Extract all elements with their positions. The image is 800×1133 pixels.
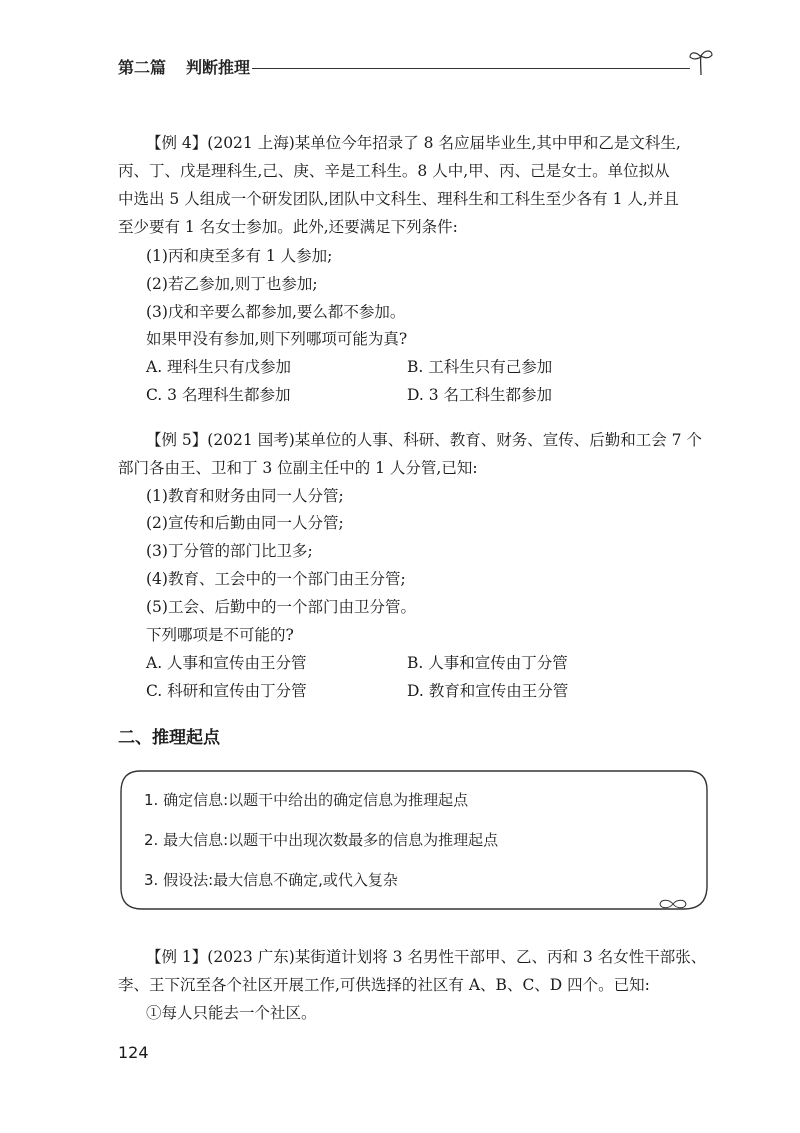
example4-intro-line: 丙、丁、戊是理科生,己、庚、辛是工科生。8 人中,甲、丙、己是女士。单位拟从 bbox=[118, 162, 670, 180]
leaf-ornament-icon bbox=[658, 898, 688, 910]
header-rule bbox=[252, 68, 690, 69]
example4-question: 如果甲没有参加,则下列哪项可能为真? bbox=[146, 330, 408, 348]
example5-option-b: B. 人事和宣传由丁分管 bbox=[407, 654, 568, 672]
example5-condition: (3)丁分管的部门比卫多; bbox=[146, 542, 313, 560]
example5-condition: (4)教育、工会中的一个部门由王分管; bbox=[146, 570, 406, 588]
example5-intro-line: 【例 5】(2021 国考)某单位的人事、科研、教育、财务、宣传、后勤和工会 7 个 bbox=[146, 431, 702, 449]
example5-option-c: C. 科研和宣传由丁分管 bbox=[146, 682, 307, 700]
summary-item: 2. 最大信息:以题干中出现次数最多的信息为推理起点 bbox=[144, 831, 499, 849]
example4-intro-line: 至少要有 1 名女士参加。此外,还要满足下列条件: bbox=[118, 218, 458, 236]
example5-question: 下列哪项是不可能的? bbox=[146, 626, 294, 644]
example5-option-d: D. 教育和宣传由王分管 bbox=[407, 682, 569, 700]
example5-intro-line: 部门各由王、卫和丁 3 位副主任中的 1 人分管,已知: bbox=[118, 459, 478, 477]
header-part-label: 第二篇 bbox=[118, 58, 167, 77]
page-number: 124 bbox=[118, 1043, 149, 1062]
summary-item: 3. 假设法:最大信息不确定,或代入复杂 bbox=[144, 871, 398, 889]
example4-condition: (2)若乙参加,则丁也参加; bbox=[146, 275, 318, 293]
example1-condition: ①每人只能去一个社区。 bbox=[146, 1004, 317, 1022]
example4-intro-line: 中选出 5 人组成一个研发团队,团队中文科生、理科生和工科生至少各有 1 人,并且 bbox=[118, 190, 679, 208]
example4-option-a: A. 理科生只有戊参加 bbox=[146, 358, 292, 376]
summary-box bbox=[118, 768, 710, 912]
example4-option-c: C. 3 名理科生都参加 bbox=[146, 386, 291, 404]
section-heading: 二、推理起点 bbox=[118, 728, 220, 748]
example4-intro-line: 【例 4】(2021 上海)某单位今年招录了 8 名应届毕业生,其中甲和乙是文科生, bbox=[146, 134, 681, 152]
example4-option-d: D. 3 名工科生都参加 bbox=[407, 386, 553, 404]
example1-intro-line: 李、王下沉至各个社区开展工作,可供选择的社区有 A、B、C、D 四个。已知: bbox=[118, 976, 650, 994]
example5-option-a: A. 人事和宣传由王分管 bbox=[146, 654, 307, 672]
example5-condition: (2)宣传和后勤由同一人分管; bbox=[146, 514, 344, 532]
summary-item: 1. 确定信息:以题干中给出的确定信息为推理起点 bbox=[144, 791, 469, 809]
running-header bbox=[118, 55, 718, 85]
example4-condition: (3)戊和辛要么都参加,要么都不参加。 bbox=[146, 303, 406, 321]
sprout-icon bbox=[688, 47, 714, 77]
header-chapter-title: 判断推理 bbox=[186, 58, 251, 77]
example1-intro-line: 【例 1】(2023 广东)某街道计划将 3 名男性干部甲、乙、丙和 3 名女性干部张、 bbox=[146, 948, 707, 966]
example5-condition: (5)工会、后勤中的一个部门由卫分管。 bbox=[146, 598, 416, 616]
example4-option-b: B. 工科生只有己参加 bbox=[407, 358, 553, 376]
example5-condition: (1)教育和财务由同一人分管; bbox=[146, 487, 344, 505]
example4-condition: (1)丙和庚至多有 1 人参加; bbox=[146, 247, 333, 265]
